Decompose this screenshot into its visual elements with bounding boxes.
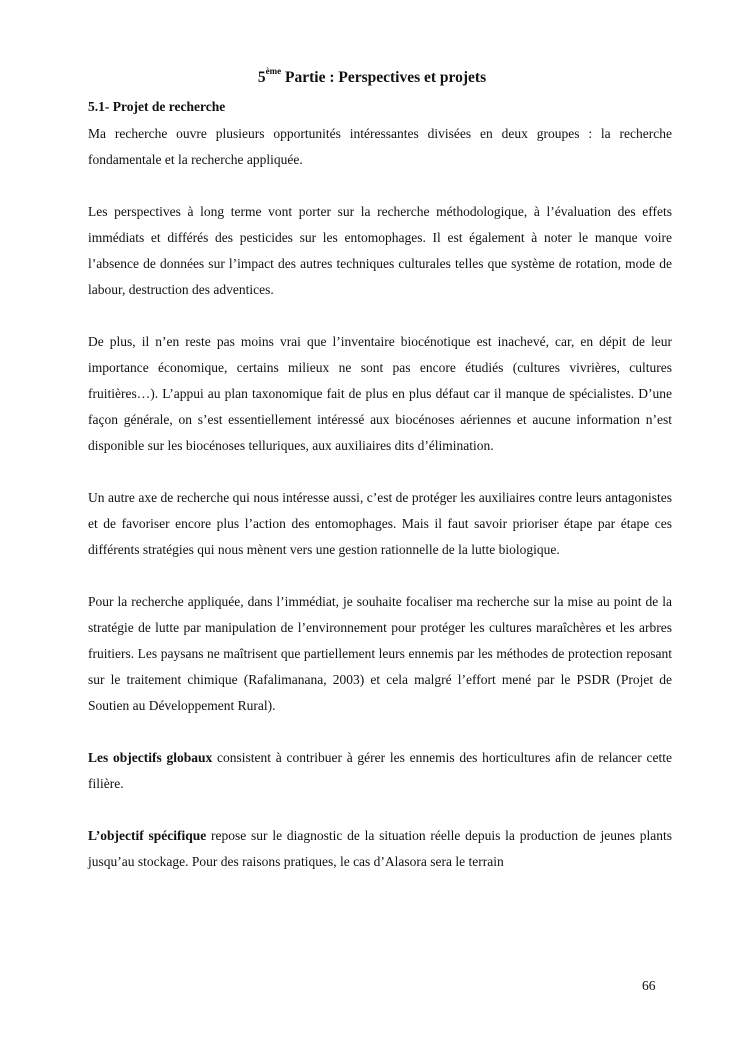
page-title — [0, 66, 744, 87]
page-number: 66 — [642, 978, 656, 993]
paragraph-intro: Ma recherche ouvre plusieurs opportunités intéressantes divisées en deux groupes : la recherche fondamentale et la recherche appliquée. — [88, 126, 672, 167]
document-body — [88, 121, 672, 875]
paragraph-specific-objective — [88, 823, 672, 875]
section-heading: 5.1- Projet de recherche — [88, 99, 226, 114]
paragraph-inventory: De plus, il n’en reste pas moins vrai que l’inventaire biocénotique est inachevé, car, en dépit de leur importance économique, certains milieux ne sont pas encore étudiés (cultures vivrières, cultures fruitières…). L’appui au plan taxonomique fait de plus en plus défaut car il manque de spécialistes. D’une façon générale, on s’est essentiellement intéressé aux biocénoses aériennes et aucune information n’est disponible sur les biocénoses telluriques, aux auxiliaires dits d’élimination. — [88, 334, 672, 453]
title-text: Partie : Perspectives et projets — [281, 69, 487, 86]
global-objectives-label: Les objectifs globaux — [88, 750, 213, 765]
paragraph-global-objectives — [88, 745, 672, 797]
title-number: 5 — [257, 69, 266, 86]
paragraph-research-axis: Un autre axe de recherche qui nous intéresse aussi, c’est de protéger les auxiliaires contre leurs antagonistes et de favoriser encore plus l’action des entomophages. Mais il faut savoir prioriser étape par étape ces différents stratégies qui nous mènent vers une gestion rationnelle de la lutte biologique. — [88, 490, 672, 557]
title-superscript: ème — [265, 66, 282, 76]
specific-objective-text: repose sur le diagnostic de la situation réelle depuis la production de jeunes plants jusqu’au stockage. Pour des raisons pratiques, le cas d’Alasora sera le terrain — [88, 828, 672, 869]
paragraph-long-term: Les perspectives à long terme vont porter sur la recherche méthodologique, à l’évaluation des effets immédiats et différés des pesticides sur les entomophages. Il est également à noter le manque voire l’absence de données sur l’impact des autres techniques culturales telles que système de rotation, mode de labour, destruction des adventices. — [88, 204, 672, 297]
specific-objective-label: L’objectif spécifique — [88, 828, 207, 843]
global-objectives-text: consistent à contribuer à gérer les ennemis des horticultures afin de relancer cette filière. — [88, 750, 673, 791]
paragraph-applied-research: Pour la recherche appliquée, dans l’immédiat, je souhaite focaliser ma recherche sur la mise au point de la stratégie de lutte par manipulation de l’environnement pour protéger les cultures maraîchères et les arbres fruitiers. Les paysans ne maîtrisent que partiellement leurs ennemis par les méthodes de protection reposant sur le traitement chimique (Rafalimanana, 2003) et cela malgré l’effort mené par le PSDR (Projet de Soutien au Développement Rural). — [88, 594, 672, 713]
